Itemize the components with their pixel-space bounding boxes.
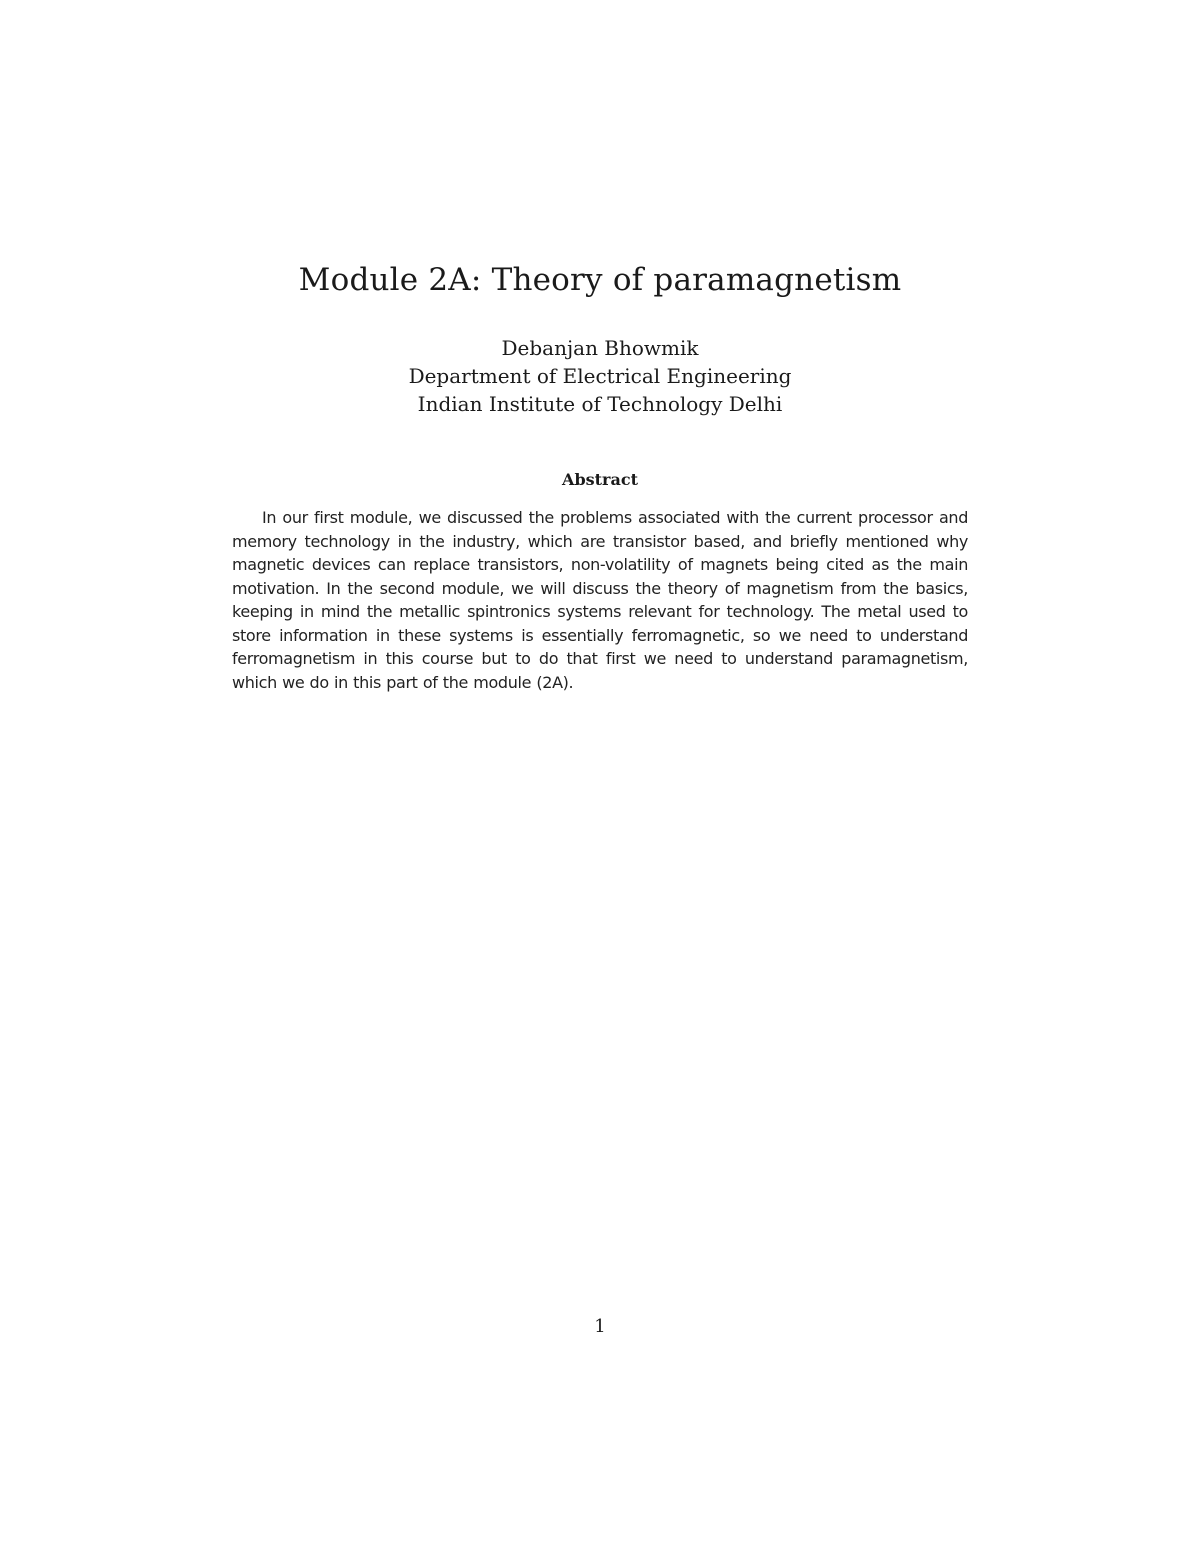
paper-title: Module 2A: Theory of paramagnetism (298, 262, 902, 298)
abstract-heading: Abstract (562, 470, 638, 489)
author-block (0, 334, 1200, 418)
page-number: 1 (594, 1316, 606, 1337)
author-department: Department of Electrical Engineering (408, 364, 792, 388)
abstract-body: In our first module, we discussed the problems associated with the current processor and memory technology in the industry, which are transistor based, and briefly mentioned why magnetic devices can replace transistors, non-volatility of magnets being cited as the main motivation. In the second module, we will discuss the theory of magnetism from the basics, keeping in mind the metallic spintronics systems relevant for technology. The metal used to store information in these systems is essentially ferromagnetic, so we need to understand ferromagnetism in this course but to do that first we need to understand paramagnetism, which we do in this part of the module (2A). (232, 508, 968, 692)
author-name: Debanjan Bhowmik (501, 336, 699, 360)
author-institute: Indian Institute of Technology Delhi (417, 392, 783, 416)
